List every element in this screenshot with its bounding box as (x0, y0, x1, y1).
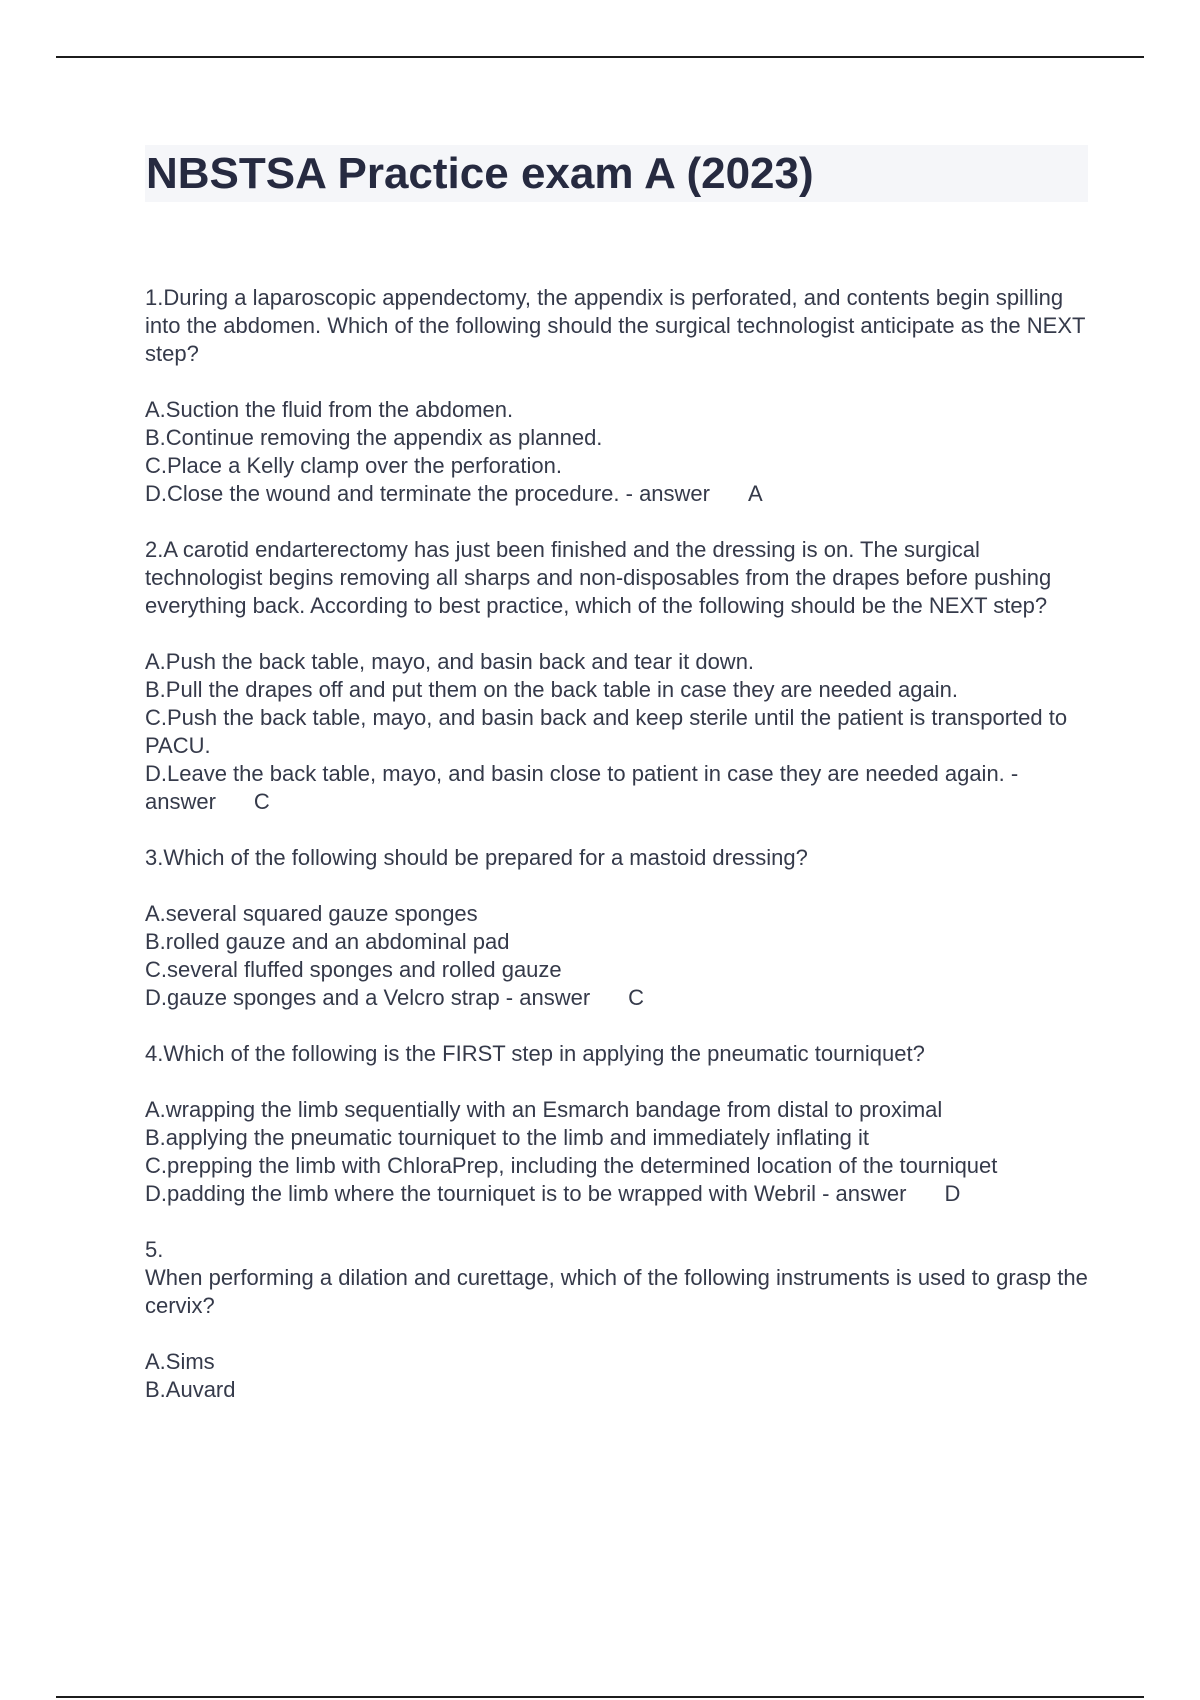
question-5 (145, 1236, 1095, 1404)
document-body (145, 284, 1095, 1432)
question-text: 2.A carotid endarterectomy has just been finished and the dressing is on. The surgical technologist begins removing all sharps and non-disposables from the drapes before pushing everything back. According to best practice, which of the following should be the NEXT step? (145, 537, 1052, 618)
option-c: C.Place a Kelly clamp over the perforation. (145, 453, 562, 478)
answer-label: - answer (145, 761, 1019, 814)
option-b: B.applying the pneumatic tourniquet to the limb and immediately inflating it (145, 1125, 869, 1150)
option-text: D.Close the wound and terminate the procedure. (145, 481, 620, 506)
option-d (145, 760, 1095, 816)
option-a: A.several squared gauze sponges (145, 901, 478, 926)
question-3 (145, 844, 1095, 1012)
option-d (145, 984, 1095, 1012)
answer-label: - answer (619, 481, 710, 506)
option-b: B.rolled gauze and an abdominal pad (145, 929, 510, 954)
question-2 (145, 536, 1095, 816)
answer-letter: A (748, 481, 763, 506)
option-c: C.several fluffed sponges and rolled gauze (145, 957, 562, 982)
option-b: B.Continue removing the appendix as planned. (145, 425, 603, 450)
question-text: 3.Which of the following should be prepared for a mastoid dressing? (145, 845, 808, 870)
option-text: D.Leave the back table, mayo, and basin close to patient in case they are needed again. (145, 761, 1005, 786)
answer-letter: C (253, 789, 270, 814)
question-text: 1.During a laparoscopic appendectomy, the appendix is perforated, and contents begin spilling into the abdomen. Which of the following should the surgical technologist anticipate as the NEXT step? (145, 285, 1086, 366)
option-list (145, 1096, 1095, 1208)
option-list (145, 648, 1095, 816)
option-text: D.gauze sponges and a Velcro strap (145, 985, 500, 1010)
option-c: C.Push the back table, mayo, and basin back and keep sterile until the patient is transported to PACU. (145, 705, 1068, 758)
document-title: NBSTSA Practice exam A (2023) (146, 149, 814, 198)
option-text: D.padding the limb where the tourniquet is to be wrapped with Webril (145, 1181, 816, 1206)
question-4 (145, 1040, 1095, 1208)
answer-label: - answer (499, 985, 591, 1010)
option-list (145, 1348, 1095, 1404)
question-text (145, 1236, 1095, 1320)
option-d (145, 1180, 1095, 1208)
option-list (145, 900, 1095, 1012)
question-body: When performing a dilation and curettage, which of the following instruments is used to grasp the cervix? (145, 1265, 1088, 1318)
answer-letter: D (944, 1181, 961, 1206)
option-c: C.prepping the limb with ChloraPrep, including the determined location of the tourniquet (145, 1153, 998, 1178)
answer-label: - answer (815, 1181, 907, 1206)
question-text: 4.Which of the following is the FIRST step in applying the pneumatic tourniquet? (145, 1041, 925, 1066)
question-1 (145, 284, 1095, 508)
option-a: A.Push the back table, mayo, and basin back and tear it down. (145, 649, 755, 674)
option-b: B.Auvard (145, 1377, 236, 1402)
question-number: 5. (145, 1237, 164, 1262)
option-b: B.Pull the drapes off and put them on the back table in case they are needed again. (145, 677, 958, 702)
option-list (145, 396, 1095, 508)
top-rule (56, 56, 1144, 58)
option-d (145, 480, 1095, 508)
option-a: A.Sims (145, 1349, 215, 1374)
answer-letter: C (628, 985, 645, 1010)
option-a: A.wrapping the limb sequentially with an Esmarch bandage from distal to proximal (145, 1097, 943, 1122)
option-a: A.Suction the fluid from the abdomen. (145, 397, 514, 422)
bottom-rule (56, 1696, 1144, 1698)
